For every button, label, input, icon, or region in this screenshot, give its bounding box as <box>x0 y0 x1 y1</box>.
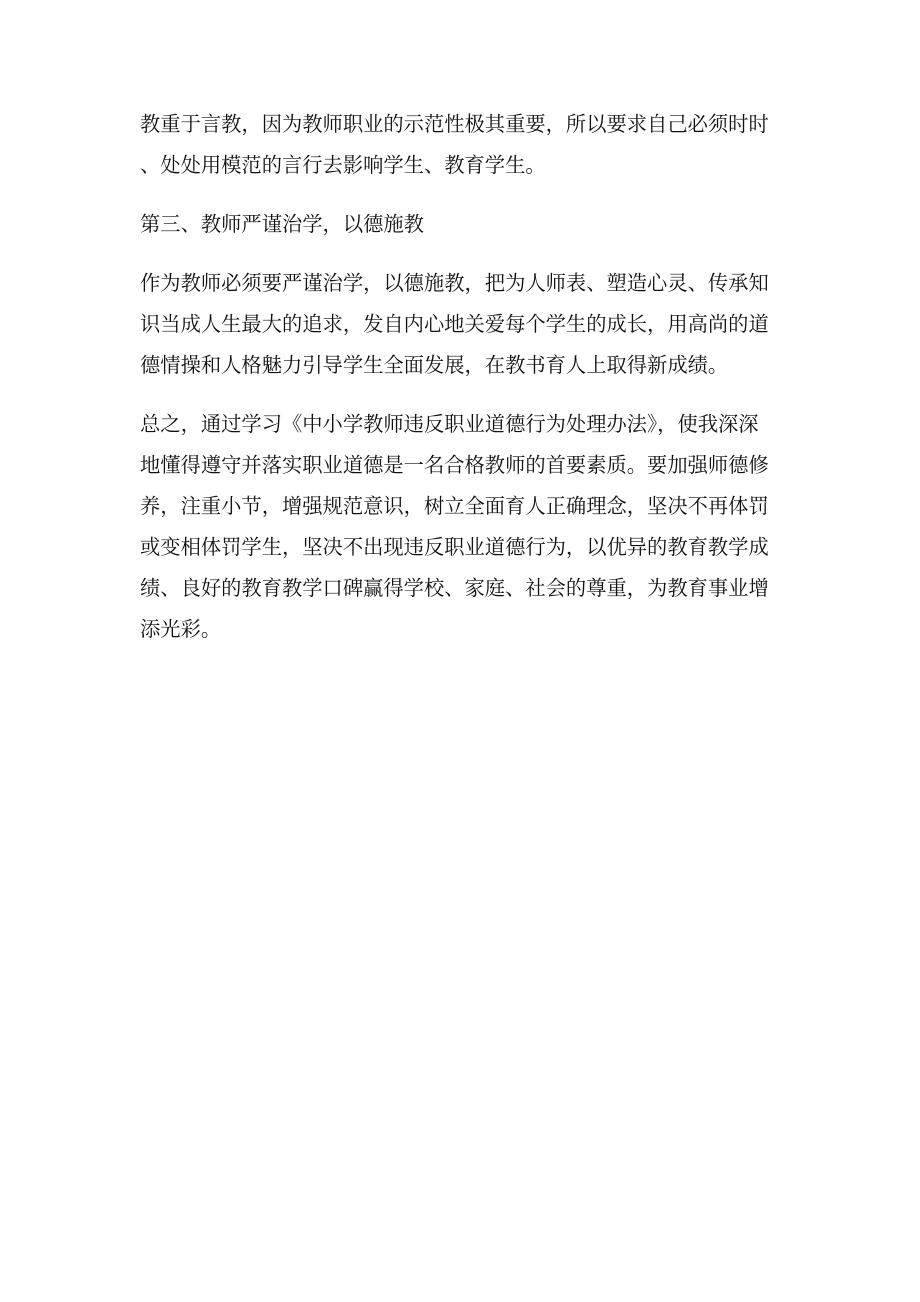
text-line: 地懂得遵守并落实职业道德是一名合格教师的首要素质。要加强师德修 <box>140 453 769 477</box>
text-line: 添光彩。 <box>140 617 222 641</box>
text-line: 绩、良好的教育教学口碑赢得学校、家庭、社会的尊重，为教育事业增 <box>140 576 769 600</box>
section-heading-third <box>140 204 790 245</box>
text-line: 养，注重小节，增强规范意识，树立全面育人正确理念，坚决不再体罚 <box>140 494 769 518</box>
paragraph-rigorous-scholarship <box>140 263 790 386</box>
text-line: 德情操和人格魅力引导学生全面发展，在教书育人上取得新成绩。 <box>140 353 729 377</box>
text-line: 总之，通过学习《中小学教师违反职业道德行为处理办法》，使我深深 <box>140 412 759 436</box>
text-line: 或变相体罚学生，坚决不出现违反职业道德行为，以优异的教育教学成 <box>140 535 769 559</box>
text-line: 作为教师必须要严谨治学，以德施教，把为人师表、塑造心灵、传承知 <box>140 271 769 295</box>
text-line: 教重于言教，因为教师职业的示范性极其重要，所以要求自己必须时时 <box>140 112 769 136</box>
text-line: 识当成人生最大的追求，发自内心地关爱每个学生的成长，用高尚的道 <box>140 312 769 336</box>
paragraph-conclusion <box>140 404 790 650</box>
text-line: 、处处用模范的言行去影响学生、教育学生。 <box>140 153 546 177</box>
paragraph-teaching-by-example <box>140 104 790 186</box>
heading-text: 第三、教师严谨治学，以德施教 <box>140 212 424 236</box>
document-body <box>140 104 790 668</box>
